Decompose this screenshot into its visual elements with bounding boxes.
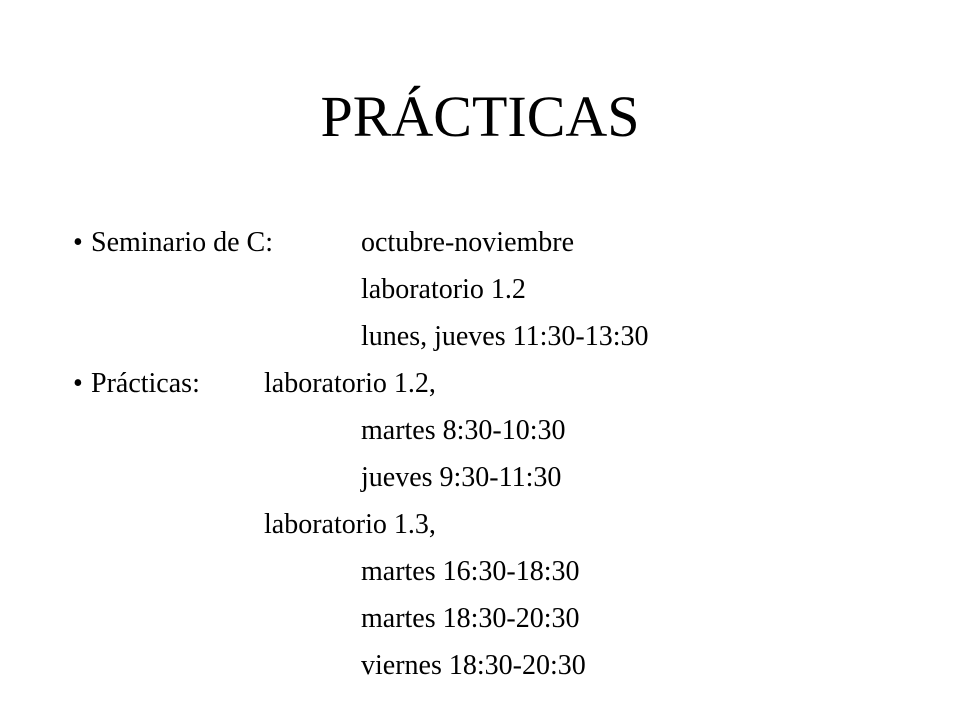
slide-title: PRÁCTICAS <box>320 84 640 149</box>
practicas-lab-b-room: laboratorio 1.3, <box>264 509 436 540</box>
practicas-lab-b-session: martes 16:30-18:30 <box>361 556 580 587</box>
seminario-schedule: lunes, jueves 11:30-13:30 <box>361 321 649 352</box>
practicas-lab-b-session: viernes 18:30-20:30 <box>361 650 586 681</box>
practicas-lab-a-room: laboratorio 1.2, <box>264 368 436 399</box>
bullet-icon: • <box>73 368 83 399</box>
practicas-lab-b-session: martes 18:30-20:30 <box>361 603 580 634</box>
practicas-lab-a-session: martes 8:30-10:30 <box>361 415 566 446</box>
practicas-label: Prácticas: <box>91 368 200 399</box>
seminario-label: Seminario de C: <box>91 227 273 258</box>
practicas-lab-a-session: jueves 9:30-11:30 <box>361 462 562 493</box>
seminario-period: octubre-noviembre <box>361 227 575 258</box>
seminario-room: laboratorio 1.2 <box>361 274 526 305</box>
bullet-icon: • <box>73 227 83 258</box>
